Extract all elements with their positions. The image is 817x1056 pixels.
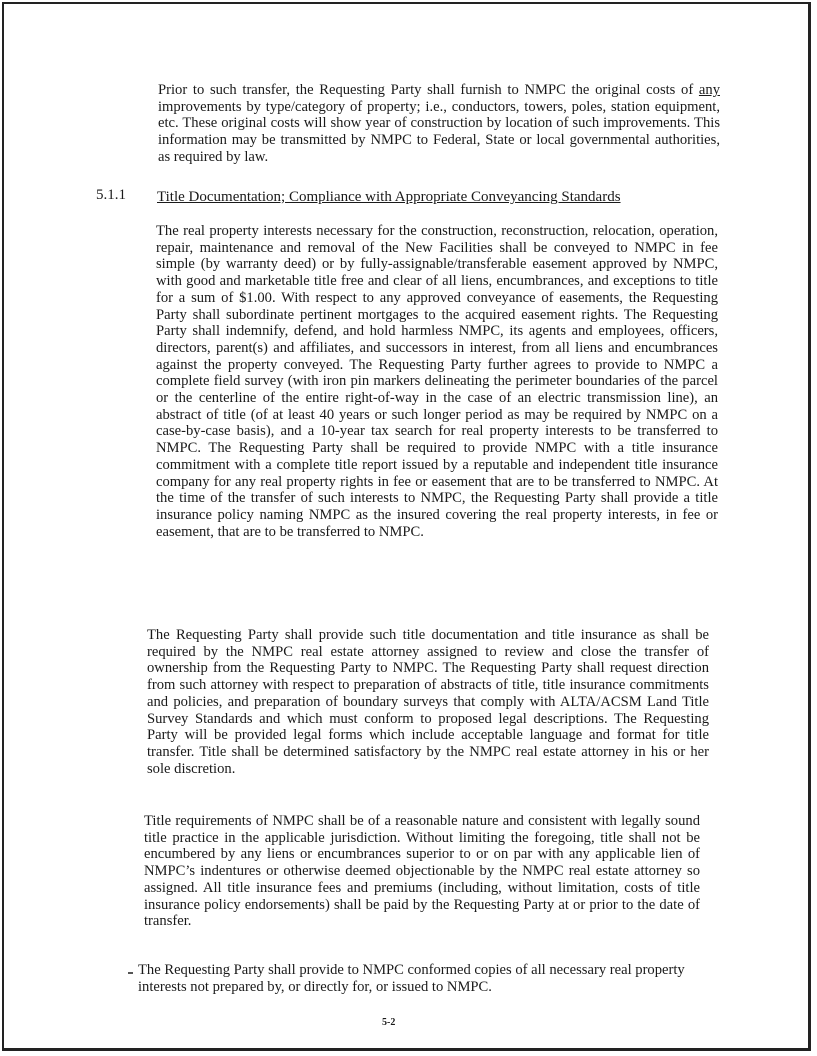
body-paragraph-3: Title requirements of NMPC shall be of a reasonable nature and consistent with legally sound title practice in the applicable jurisdiction. Without limiting the foregoing, title shall not be encumbered by any liens or encumbrances superior to or on par with any applicable lien of NMPC’s indentures or otherwise deemed objectionable by the NMPC real estate attorney so assigned. All title insurance fees and premiums (including, without limitation, costs of title insurance policy endorsements) shall be paid by the Requesting Party at or prior to the date of transfer.	[144, 813, 700, 930]
section-title: Title Documentation; Compliance with Appropriate Conveyancing Standards	[157, 189, 621, 205]
intro-text-end: improvements by type/category of property; i.e., conductors, towers, poles, station equipment, etc. These original costs will show year of construction by location of such improvements. This information may be transmitted by NMPC to Federal, State or local governmental authorities, as required by law.	[158, 98, 720, 165]
page-number: 5-2	[382, 1017, 396, 1028]
section-number: 5.1.1	[96, 187, 126, 203]
intro-paragraph	[158, 82, 720, 166]
body-paragraph-4: The Requesting Party shall provide to NMPC conformed copies of all necessary real property interests not prepared by, or directly for, or issued to NMPC.	[138, 962, 685, 995]
intro-text-start: Prior to such transfer, the Requesting Party shall furnish to NMPC the original costs of	[158, 82, 699, 98]
intro-underlined-word: any	[698, 82, 720, 98]
body-paragraph-2: The Requesting Party shall provide such title documentation and title insurance as shall be required by the NMPC real estate attorney assigned to review and close the transfer of ownership from the Requesting Party to NMPC. The Requesting Party shall request direction from such attorney with respect to preparation of abstracts of title, title insurance commitments and policies, and preparation of boundary surveys that comply with ALTA/ACSM Land Title Survey Standards and which must conform to proposed legal descriptions. The Requesting Party will be provided legal forms which include acceptable language and format for title transfer. Title shall be determined satisfactory by the NMPC real estate attorney in his or her sole discretion.	[147, 627, 709, 777]
stray-scan-mark	[128, 972, 133, 974]
body-paragraph-1: The real property interests necessary for the construction, reconstruction, relocation, operation, repair, maintenance and removal of the New Facilities shall be conveyed to NMPC in fee simple (by warranty deed) or by fully-assignable/transferable easement approved by NMPC, with good and marketable title free and clear of all liens, encumbrances, and exceptions to title for a sum of $1.00. With respect to any approved conveyance of easements, the Requesting Party shall subordinate pertinent mortgages to the acquired easement rights. The Requesting Party shall indemnify, defend, and hold harmless NMPC, its agents and employees, officers, directors, parent(s) and affiliates, and successors in interest, from all liens and encumbrances against the property conveyed. The Requesting Party further agrees to provide to NMPC a complete field survey (with iron pin markers delineating the perimeter boundaries of the parcel or the centerline of the entire right-of-way in the case of an electric transmission line), an abstract of title (of at least 40 years or such longer period as may be required by NMPC on a case-by-case basis), and a 10-year tax search for real property interests to be transferred to NMPC. The Requesting Party shall be required to provide NMPC with a title insurance commitment with a complete title report issued by a reputable and independent title insurance company for any real property rights in fee or easement that are to be transferred to NMPC. At the time of the transfer of such interests to NMPC, the Requesting Party shall provide a title insurance policy naming NMPC as the insured covering the real property interests, in fee or easement, that are to be transferred to NMPC.	[156, 223, 718, 540]
